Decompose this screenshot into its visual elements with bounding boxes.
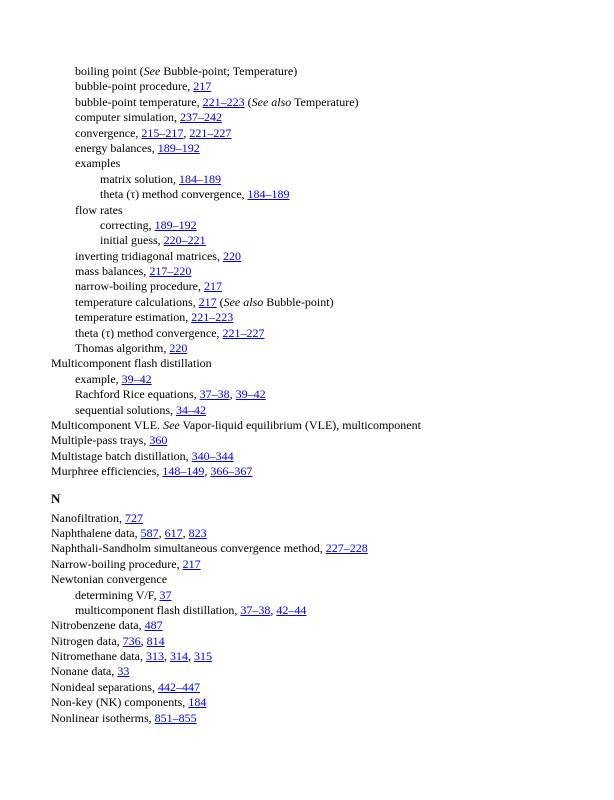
cross-reference-label: See <box>163 417 180 432</box>
index-subentry <box>51 264 591 279</box>
index-entry <box>51 449 591 464</box>
page-reference-link[interactable]: 313 <box>145 649 164 664</box>
index-subentry <box>51 295 591 310</box>
page-reference-link[interactable]: 360 <box>149 433 168 448</box>
page-reference-link[interactable]: 184–189 <box>179 171 221 186</box>
page-reference-link[interactable]: 221–227 <box>222 325 265 340</box>
page-reference-link[interactable]: 814 <box>146 633 165 648</box>
index-entry <box>51 680 591 695</box>
index-entry <box>51 664 591 679</box>
entry-text: inverting tridiagonal matrices, <box>75 248 223 263</box>
index-subentry <box>51 603 591 618</box>
cross-reference-label: See <box>143 64 161 78</box>
index-subentry <box>51 403 591 418</box>
entry-text: Non-key (NK) components, <box>51 695 189 710</box>
page-reference-link[interactable]: 227–228 <box>325 541 368 556</box>
index-list <box>51 64 591 726</box>
index-subentry <box>51 110 591 125</box>
entry-text: temperature estimation, <box>75 310 192 325</box>
entry-text: , <box>204 464 211 479</box>
entry-text: , <box>270 602 277 617</box>
entry-text: Thomas algorithm, <box>75 341 170 356</box>
index-subentry <box>51 156 591 171</box>
page-reference-link[interactable]: 34–42 <box>176 402 206 417</box>
index-subentry <box>51 126 591 141</box>
page-reference-link[interactable]: 148–149 <box>162 464 205 479</box>
entry-text: Naphthalene data, <box>51 525 141 540</box>
page-reference-link[interactable]: 37 <box>159 587 172 602</box>
index-entry <box>51 356 591 371</box>
page-reference-link[interactable]: 727 <box>124 510 143 525</box>
entry-text: Multiple-pass trays, <box>51 433 150 448</box>
index-subentry <box>51 218 591 233</box>
index-entry <box>51 541 591 556</box>
page-reference-link[interactable]: 217 <box>193 79 212 94</box>
entry-text: ( <box>216 294 224 309</box>
page-reference-link[interactable]: 587 <box>140 525 159 540</box>
page-reference-link[interactable]: 217 <box>198 294 217 309</box>
entry-text: sequential solutions, <box>75 402 176 417</box>
page-reference-link[interactable]: 340–344 <box>191 448 234 463</box>
index-subentry <box>51 341 591 356</box>
page-reference-link[interactable]: 217–220 <box>149 264 192 279</box>
index-subentry <box>51 372 591 387</box>
entry-text: Nitromethane data, <box>51 649 146 664</box>
index-subentry <box>51 172 591 187</box>
cross-reference-label: See also <box>251 94 292 109</box>
index-entry <box>51 464 591 479</box>
page-reference-link[interactable]: 237–242 <box>179 110 222 125</box>
entry-text: convergence, <box>75 125 142 140</box>
entry-text: , <box>158 525 165 540</box>
page-reference-link[interactable]: 184–189 <box>247 187 290 202</box>
entry-text: Nitrobenzene data, <box>51 618 145 633</box>
index-entry <box>51 634 591 649</box>
page-reference-link[interactable]: 442–447 <box>157 679 200 694</box>
entry-text: examples <box>75 156 121 171</box>
cross-reference-label: See also <box>223 294 264 309</box>
entry-text: theta (τ) method convergence, <box>75 325 223 340</box>
entry-text: bubble-point procedure, <box>75 79 194 94</box>
page-reference-link[interactable]: 217 <box>182 556 201 571</box>
page-reference-link[interactable]: 487 <box>144 618 163 633</box>
index-entry <box>51 418 591 433</box>
entry-text: Temperature) <box>291 94 359 109</box>
entry-text: Nonane data, <box>51 664 118 679</box>
index-entry <box>51 649 591 664</box>
entry-text: Naphthali-Sandholm simultaneous convergence method, <box>51 541 326 556</box>
entry-text: Multicomponent flash distillation <box>51 356 212 371</box>
index-entry <box>51 511 591 526</box>
entry-text: matrix solution, <box>100 171 179 186</box>
index-subentry <box>51 326 591 341</box>
page-reference-link[interactable]: 39–42 <box>121 371 152 386</box>
page-reference-link[interactable]: 33 <box>117 664 130 679</box>
entry-text: Murphree efficiencies, <box>51 464 163 479</box>
page-reference-link[interactable]: 189–192 <box>154 217 197 232</box>
page-reference-link[interactable]: 215–217 <box>141 125 184 140</box>
page-reference-link[interactable]: 39–42 <box>235 387 266 402</box>
entry-text: computer simulation, <box>75 110 180 125</box>
index-subentry <box>51 588 591 603</box>
page-reference-link[interactable]: 736 <box>122 633 141 648</box>
entry-text: temperature calculations, <box>75 294 199 309</box>
index-subentry <box>51 141 591 156</box>
page-reference-link[interactable]: 221–223 <box>191 310 234 325</box>
index-subentry <box>51 64 591 79</box>
index-subentry <box>51 233 591 248</box>
entry-text: example, <box>75 371 122 386</box>
entry-text: narrow-boiling procedure, <box>75 279 204 294</box>
entry-text: theta (τ) method convergence, <box>100 187 248 202</box>
index-letter-heading: N <box>51 490 61 506</box>
page-reference-link[interactable]: 189–192 <box>157 140 200 155</box>
index-subentry <box>51 279 591 294</box>
entry-text: Bubble-point; Temperature) <box>160 64 298 78</box>
entry-text: Nitrogen data, <box>51 633 123 648</box>
page-reference-link[interactable]: 314 <box>169 649 188 664</box>
page-reference-link[interactable]: 42–44 <box>276 602 307 617</box>
entry-text: Nanofiltration, <box>51 510 125 525</box>
entry-text: flow rates <box>75 202 123 217</box>
entry-text: Multicomponent VLE. <box>51 417 164 432</box>
entry-text: Nonlinear isotherms, <box>51 710 155 725</box>
index-entry <box>51 618 591 633</box>
entry-text: Multistage batch distillation, <box>51 448 192 463</box>
entry-text: ( <box>244 94 252 109</box>
index-subentry <box>51 187 591 202</box>
page-reference-link[interactable]: 366–367 <box>210 464 253 479</box>
index-subentry <box>51 79 591 94</box>
index-entry <box>51 557 591 572</box>
index-subentry <box>51 310 591 325</box>
page-reference-link[interactable]: 221–223 <box>202 94 245 109</box>
index-entry <box>51 695 591 710</box>
index-subentry <box>51 203 591 218</box>
entry-text: boiling point ( <box>75 64 144 78</box>
index-subentry <box>51 387 591 402</box>
entry-text: correcting, <box>100 217 155 232</box>
entry-text: , <box>163 649 170 664</box>
page-reference-link[interactable]: 220 <box>169 341 188 356</box>
page-reference-link[interactable]: 617 <box>164 525 183 540</box>
index-entry <box>51 433 591 448</box>
entry-text: energy balances, <box>75 140 158 155</box>
entry-text: Newtonian convergence <box>51 572 168 587</box>
entry-text: , <box>182 525 189 540</box>
entry-text: determining V/F, <box>75 587 160 602</box>
entry-text: Bubble-point) <box>263 294 334 309</box>
entry-text: bubble-point temperature, <box>75 94 203 109</box>
entry-text: Vapor-liquid equilibrium (VLE), multicomponent <box>179 417 421 432</box>
index-entry <box>51 711 591 726</box>
index-entry <box>51 526 591 541</box>
page-reference-link[interactable]: 221–227 <box>189 125 232 140</box>
page-reference-link[interactable]: 220–221 <box>163 233 206 248</box>
entry-text: initial guess, <box>100 233 164 248</box>
entry-text: multicomponent flash distillation, <box>75 602 241 617</box>
entry-text: , <box>140 633 147 648</box>
page-reference-link[interactable]: 823 <box>188 525 207 540</box>
entry-text: Nonideal separations, <box>51 679 158 694</box>
entry-text: mass balances, <box>75 264 150 279</box>
index-entry <box>51 572 591 587</box>
page-reference-link[interactable]: 315 <box>193 649 212 664</box>
entry-text: Rachford Rice equations, <box>75 387 200 402</box>
index-subentry <box>51 95 591 110</box>
page-reference-link[interactable]: 37–38 <box>199 387 230 402</box>
page-reference-link[interactable]: 851–855 <box>154 710 197 725</box>
entry-text: , <box>187 649 194 664</box>
page-reference-link[interactable]: 220 <box>222 248 241 263</box>
entry-text: Narrow-boiling procedure, <box>51 556 183 571</box>
page-reference-link[interactable]: 184 <box>188 695 207 710</box>
entry-text: , <box>183 125 190 140</box>
index-subentry <box>51 249 591 264</box>
entry-text: , <box>229 387 236 402</box>
page-reference-link[interactable]: 37–38 <box>240 602 271 617</box>
page-reference-link[interactable]: 217 <box>203 279 222 294</box>
